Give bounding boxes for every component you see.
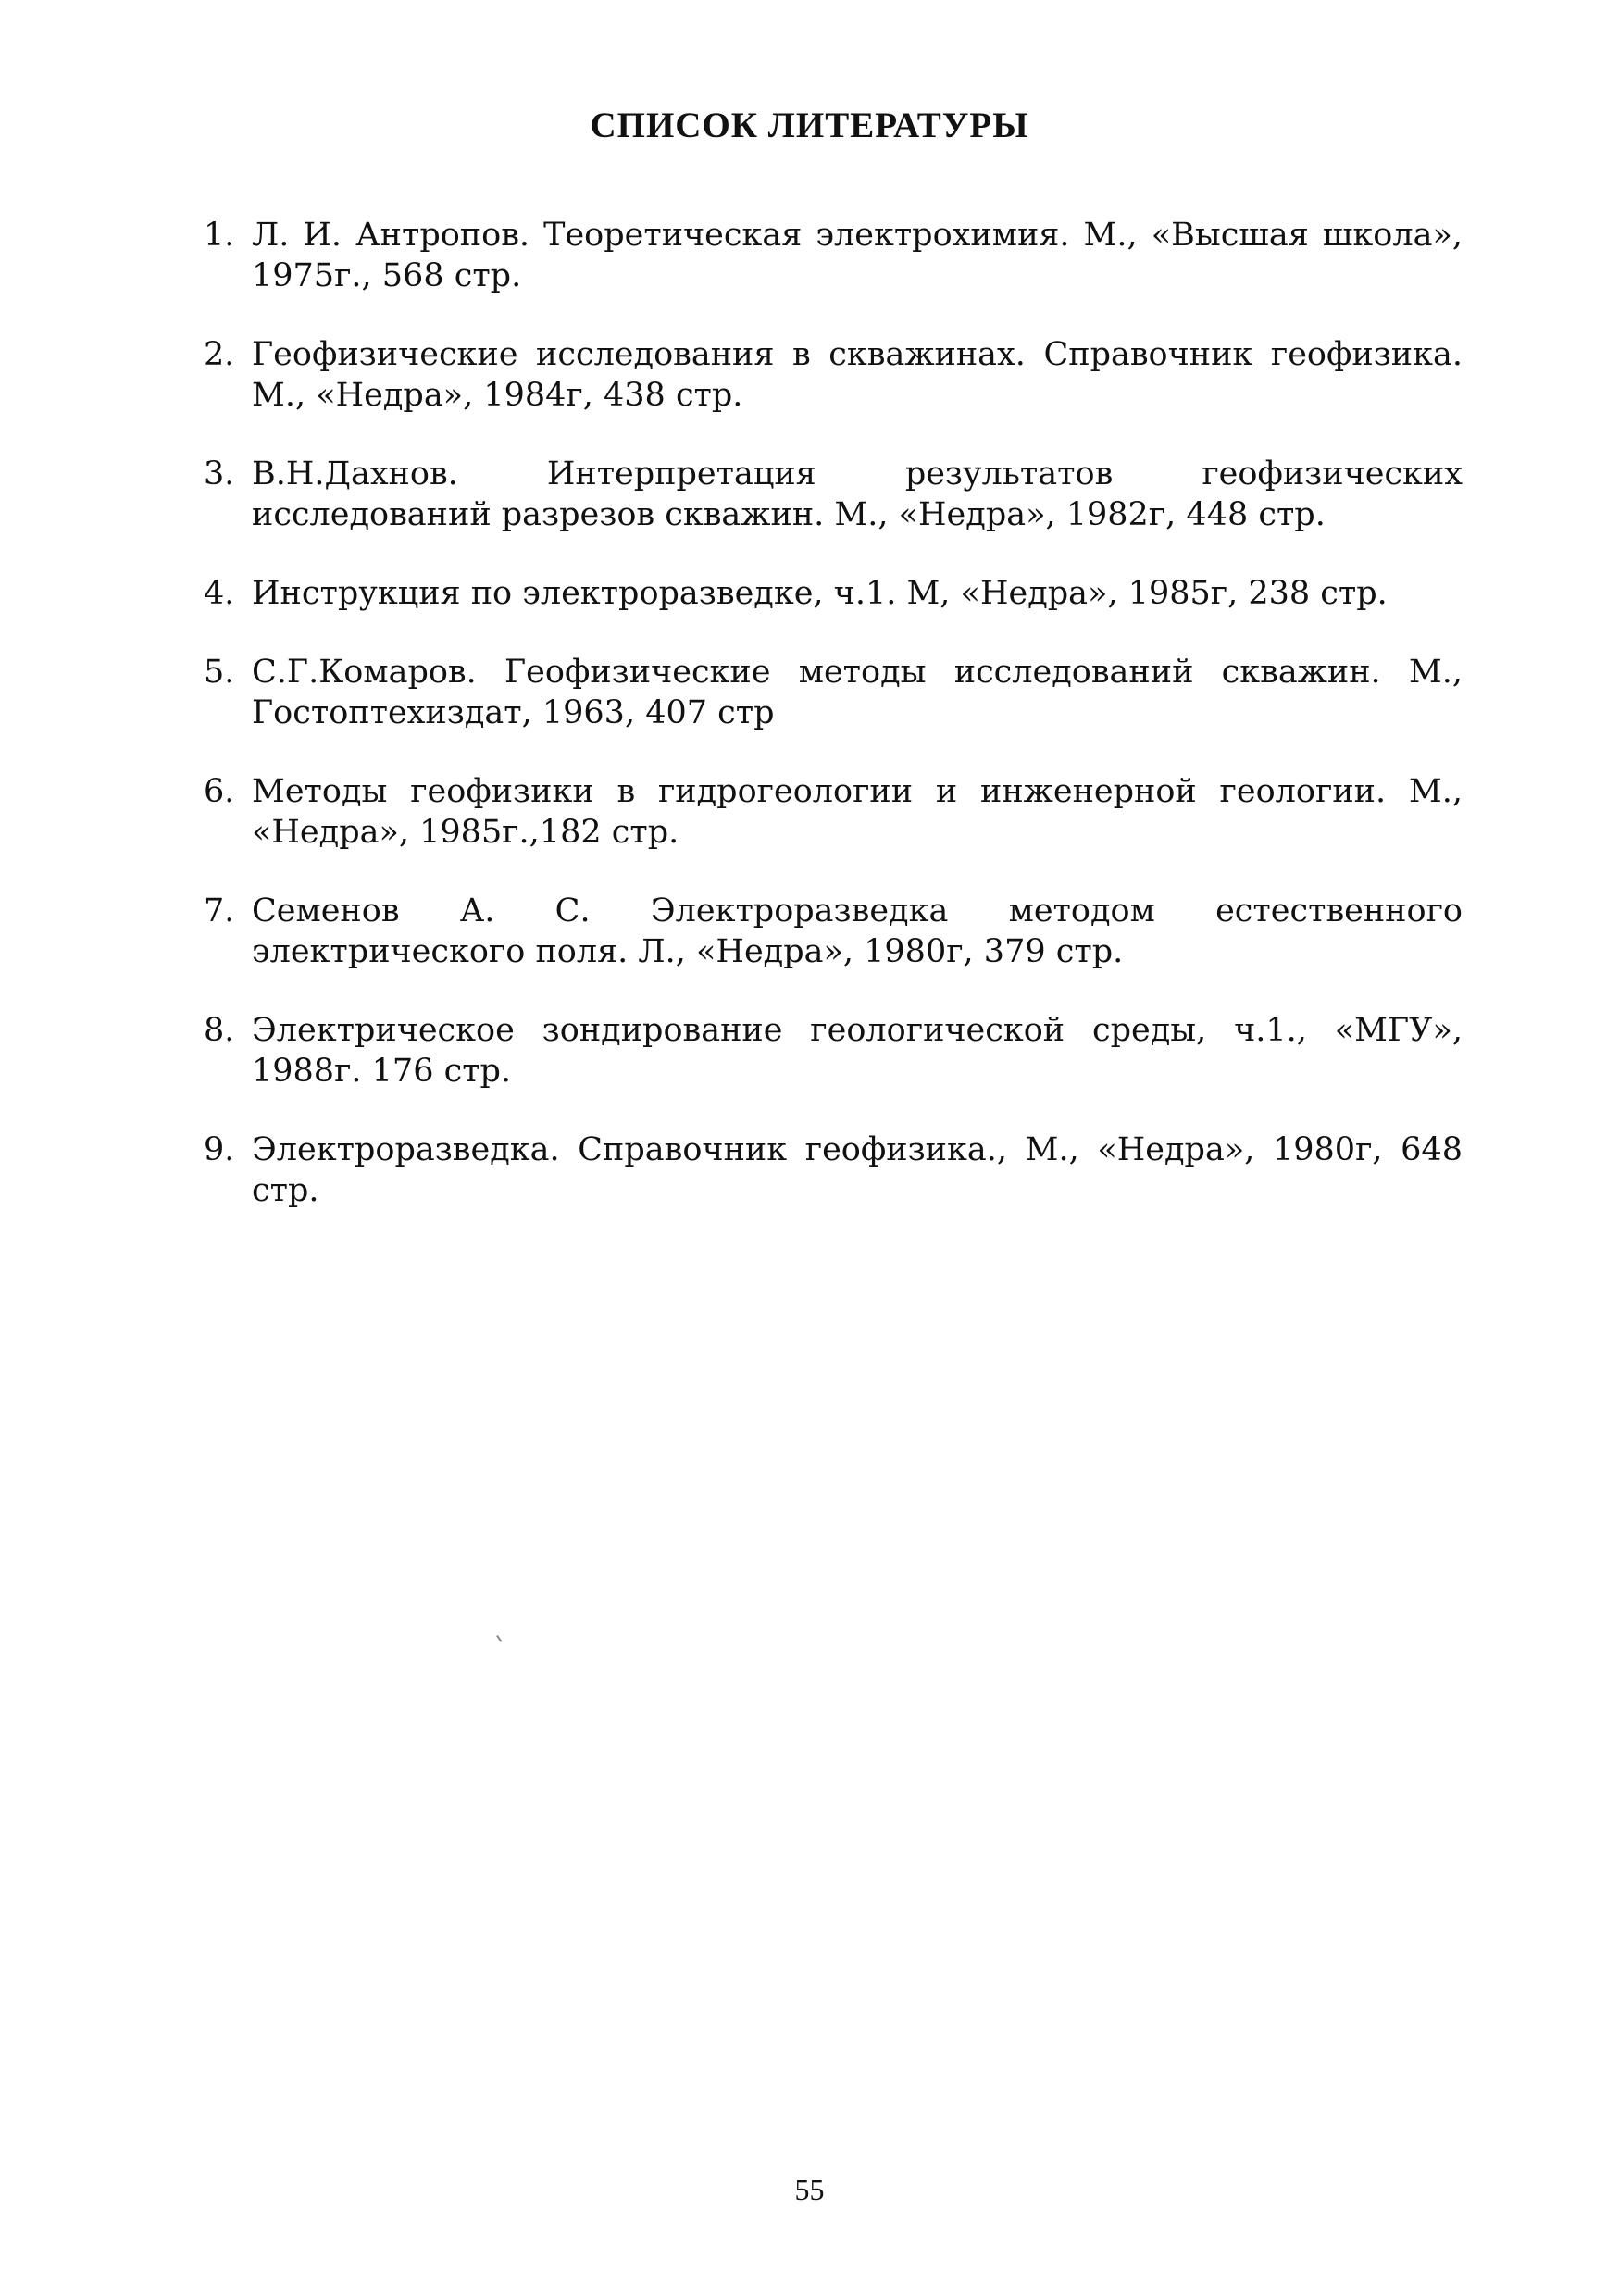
list-item	[204, 215, 1463, 296]
list-item	[204, 771, 1463, 853]
entry-text: В.Н.Дахнов. Интерпретация результатов геофизических исследований разрезов скважин. М., «Недра», 1982г, 448 стр.	[252, 455, 1463, 533]
entry-text: Л. И. Антропов. Теоретическая электрохимия. М., «Высшая школа», 1975г., 568 стр.	[252, 217, 1463, 294]
entry-text: Семенов А. С. Электроразведка методом естественного электрического поля. Л., «Недра», 1980г, 379 стр.	[252, 892, 1463, 970]
entry-text: Электрическое зондирование геологической среды, ч.1., «МГУ», 1988г. 176 стр.	[252, 1012, 1463, 1090]
entry-text: Методы геофизики в гидрогеологии и инженерной геологии. М., «Недра», 1985г.,182 стр.	[252, 773, 1463, 851]
entry-number: 5.	[204, 654, 235, 691]
list-item	[204, 334, 1463, 416]
entry-number: 6.	[204, 773, 235, 810]
list-item	[204, 573, 1463, 614]
entry-number: 2.	[204, 336, 235, 373]
scan-speck	[496, 1633, 504, 1641]
entry-text: Геофизические исследования в скважинах. Справочник геофизика. М., «Недра», 1984г, 438 стр.	[252, 336, 1463, 414]
page-number: 55	[794, 2173, 825, 2206]
bibliography-list	[204, 215, 1463, 1249]
list-item	[204, 891, 1463, 972]
entry-number: 3.	[204, 455, 235, 493]
list-item	[204, 1010, 1463, 1092]
entry-number: 7.	[204, 892, 235, 930]
entry-number: 8.	[204, 1012, 235, 1049]
entry-number: 4.	[204, 575, 235, 612]
list-item	[204, 454, 1463, 535]
entry-number: 1.	[204, 217, 235, 254]
list-item	[204, 1129, 1463, 1211]
list-item	[204, 652, 1463, 733]
entry-text: С.Г.Комаров. Геофизические методы исследований скважин. М., Гостоптехиздат, 1963, 407 стр	[252, 654, 1463, 731]
page-title: СПИСОК ЛИТЕРАТУРЫ	[590, 106, 1029, 145]
entry-text: Электроразведка. Справочник геофизика., М., «Недра», 1980г, 648 стр.	[252, 1131, 1463, 1209]
entry-text: Инструкция по электроразведке, ч.1. М, «Недра», 1985г, 238 стр.	[252, 575, 1388, 612]
entry-number: 9.	[204, 1131, 235, 1168]
